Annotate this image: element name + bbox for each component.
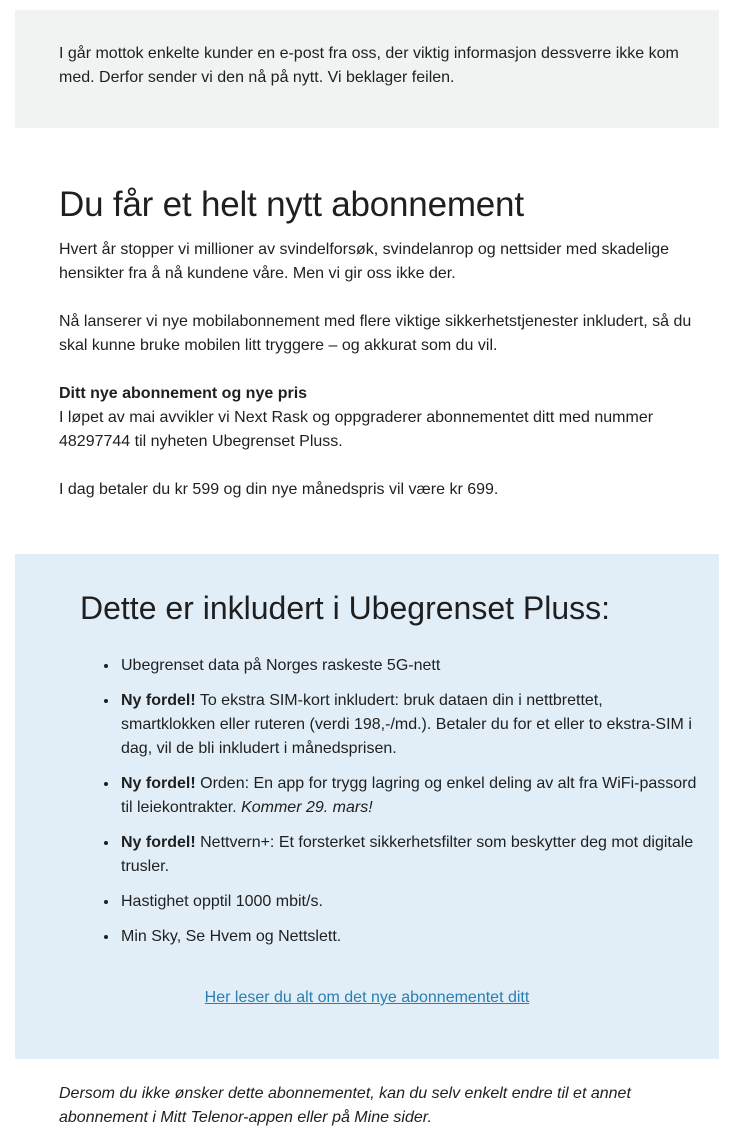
new-subscription-text: I løpet av mai avvikler vi Next Rask og oppgraderer abonnementet ditt med nummer 48297744 til nyheten Ubegrenset Pluss. — [59, 409, 654, 450]
intro-paragraph-2: Nå lanserer vi nye mobilabonnement med flere viktige sikkerhetstjenester inkludert, så du skal kunne bruke mobilen litt tryggere – og akkurat som du vil. — [59, 313, 692, 354]
new-benefit-badge: Ny fordel! — [121, 834, 196, 851]
page-title: Du får et helt nytt abonnement — [59, 185, 524, 224]
benefit-text: Min Sky, Se Hvem og Nettslett. — [121, 928, 342, 945]
benefit-note: Kommer 29. mars! — [241, 799, 373, 816]
benefit-text: Orden: En app for trygg lagring og enkel deling av alt fra WiFi-passord til leiekontrakter. — [121, 775, 697, 816]
benefit-item — [119, 689, 699, 761]
read-more-link[interactable]: Her leser du alt om det nye abonnementet ditt — [204, 989, 530, 1006]
new-subscription-heading: Ditt nye abonnement og nye pris — [59, 385, 308, 402]
new-benefit-badge: Ny fordel! — [121, 775, 196, 792]
benefit-text: To ekstra SIM-kort inkludert: bruk dataen din i nettbrettet, smartklokken eller ruteren (verdi 198,-/md.). Betaler du for et eller to ekstra-SIM i dag, vil de bli inkludert i månedsprisen. — [121, 692, 692, 757]
footer-note: Dersom du ikke ønsker dette abonnementet, kan du selv enkelt endre til et annet abonnement i Mitt Telenor-appen eller på Mine sider. — [59, 1085, 631, 1126]
benefit-text: Ubegrenset data på Norges raskeste 5G-nett — [121, 657, 441, 674]
benefit-item — [119, 831, 699, 879]
benefit-item — [119, 654, 699, 678]
correction-notice — [15, 10, 719, 128]
benefit-item — [119, 890, 699, 914]
benefits-list — [101, 654, 699, 960]
intro-section — [59, 180, 699, 502]
new-subscription-block — [59, 382, 699, 454]
intro-paragraph-1: Hvert år stopper vi millioner av svindelforsøk, svindelanrop og nettsider med skadelige hensikter fra å nå kundene våre. Men vi gir oss ikke der. — [59, 241, 670, 282]
benefit-item — [119, 925, 699, 949]
benefit-text: Nettvern+: Et forsterket sikkerhetsfilter som beskytter deg mot digitale trusler. — [121, 834, 694, 875]
benefit-item — [119, 772, 699, 820]
notice-text: I går mottok enkelte kunder en e-post fra oss, der viktig informasjon dessverre ikke kom med. Derfor sender vi den nå på nytt. Vi beklager feilen. — [59, 45, 679, 86]
benefit-text: Hastighet opptil 1000 mbit/s. — [121, 893, 323, 910]
included-title: Dette er inkludert i Ubegrenset Pluss: — [80, 590, 611, 626]
included-section — [15, 554, 719, 1059]
price-paragraph: I dag betaler du kr 599 og din nye månedspris vil være kr 699. — [59, 481, 499, 498]
new-benefit-badge: Ny fordel! — [121, 692, 196, 709]
